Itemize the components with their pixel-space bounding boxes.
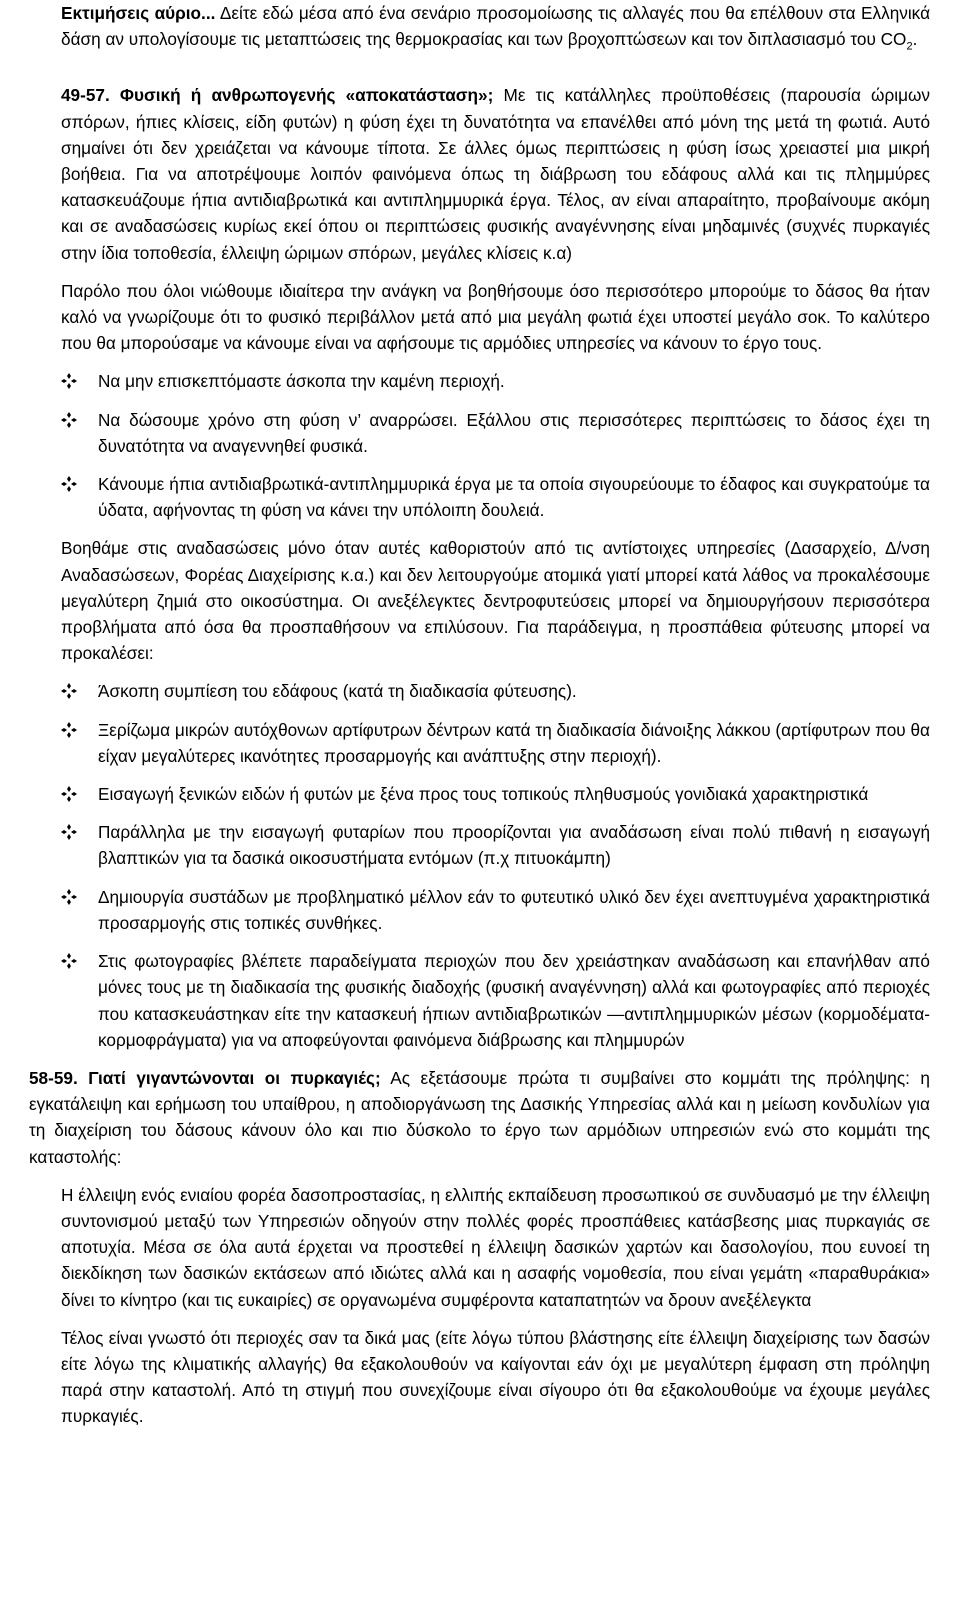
diamond-cluster-icon	[61, 824, 77, 840]
paragraph: Τέλος είναι γνωστό ότι περιοχές σαν τα δικά μας (είτε λόγω τύπου βλάστησης είτε έλλειψη διαχείρισης των δασών είτε λόγω της κλιματικής αλλαγής) θα εξακολουθούν να καίγονται εάν όχι με μεγαλύτερη έμφαση στη πρόληψη παρά στην καταστολή. Από τη στιγμή που συνεχίζουμε είναι σίγουρο ότι θα εξακολουθούμε να έχουμε μεγάλες πυρκαγιές.	[61, 1327, 930, 1427]
list-item: Να δώσουμε χρόνο στη φύση ν’ αναρρώσει. Εξάλλου στις περισσότερες περιπτώσεις το δάσος έχει τη δυνατότητα να αναγεννηθεί φυσικά.	[61, 407, 930, 459]
paragraph: Η έλλειψη ενός ενιαίου φορέα δασοπροστασίας, η ελλιπής εκπαίδευση προσωπικού σε συνδυασμό με την έλλειψη συντονισμού μεταξύ των Υπηρεσιών οδηγούν στην πολλές φορές προσπάθειες κατάσβεσης μιας πυρκαγιάς σε αποτυχία. Μέσα σε όλα αυτά έρχεται να προστεθεί η έλλειψη δασικών χαρτών και δασολογίου, που ευνοεί τη διεκδίκηση των δασικών εκτάσεων από ιδιώτες αλλά και η ασαφής νομοθεσία, που είναι γεμάτη «παραθυράκια» δίνει το κίνητρο (και τις ευκαιρίες) σε οργανωμένα συμφέροντα καταπατητών να δρουν ανεξέλεγκτα	[61, 1184, 930, 1310]
diamond-cluster-icon	[61, 722, 77, 738]
diamond-cluster-icon	[61, 373, 77, 389]
diamond-cluster-icon	[61, 683, 77, 699]
list-item: Άσκοπη συμπίεση του εδάφους (κατά τη διαδικασία φύτευσης).	[61, 678, 930, 704]
section-title: Φυσική ή ανθρωπογενής «αποκατάσταση»;	[109, 85, 494, 106]
list-item: Να μην επισκεπτόμαστε άσκοπα την καμένη περιοχή.	[61, 368, 930, 394]
list-item: Κάνουμε ήπια αντιδιαβρωτικά-αντιπλημμυρικά έργα με τα οποία σιγουρεύουμε το έδαφος και συγκρατούμε τα ύδατα, αφήνοντας τη φύση να κάνει την υπόλοιπη δουλειά.	[61, 471, 930, 523]
list-item: Στις φωτογραφίες βλέπετε παραδείγματα περιοχών που δεν χρειάστηκαν αναδάσωση και επανήλθαν από μόνες τους με τη διαδικασία της φυσικής διαδοχής (φυσική αναγέννηση) αλλά και φωτογραφίες από περιοχές που κατασκευάστηκαν είτε την κατασκευή ήπιων αντιδιαβρωτικών —αντιπλημμυρικών μέσων (κορμοδέματα-κορμοφράγματα) για να αποφεύγονται φαινόμενα διάβρωσης και πλημμυρών	[61, 948, 930, 1053]
list-item: Ξερίζωμα μικρών αυτόχθονων αρτίφυτρων δέντρων κατά τη διαδικασία διάνοιξης λάκκου (αρτίφυτρων που θα είχαν μεγαλύτερες ικανότητες προσαρμογής και ανάπτυξης στην περιοχή).	[61, 717, 930, 769]
list-item: Δημιουργία συστάδων με προβληματικό μέλλον εάν το φυτευτικό υλικό δεν έχει ανεπτυγμένα χαρακτηριστικά προσαρμογής στις τοπικές συνθήκες.	[61, 884, 930, 936]
paragraph: Βοηθάμε στις αναδασώσεις μόνο όταν αυτές καθοριστούν από τις αντίστοιχες υπηρεσίες (Δασαρχείο, Δ/νση Αναδασώσεων, Φορέας Διαχείρισης κ.α.) και δεν λειτουργούμε ατομικά γιατί μπορεί κατά λάθος να προκαλέσουμε μεγαλύτερη ζημιά στο οικοσύστημα. Οι ανεξέλεγκτες δεντροφυτεύσεις μπορεί να δημιουργήσουν περισσότερα προβλήματα από όσα θα προσπαθήσουν να επιλύσουν. Για παράδειγμα, η προσπάθεια φύτευσης μπορεί να προκαλέσει:	[61, 538, 930, 664]
section-number: 49-57.	[61, 85, 110, 106]
intro-subscript: 2	[906, 40, 913, 53]
bullet-list	[61, 368, 930, 523]
bullet-list	[61, 678, 930, 1052]
diamond-cluster-icon	[61, 476, 77, 492]
diamond-cluster-icon	[61, 412, 77, 428]
intro-paragraph: Εκτιμήσεις αύριο... Δείτε εδώ μέσα από ένα σενάριο προσομοίωσης τις αλλαγές που θα επέλθουν στα Ελληνικά δάση αν υπολογίσουμε τις μεταπτώσεις της θερμοκρασίας και των βροχοπτώσεων και τον διπλασιασμό του $CO_2$.	[61, 3, 931, 53]
section-49-57-paragraph: 49-57. Φυσική ή ανθρωπογενής «αποκατάσταση»; Με τις κατάλληλες προϋποθέσεις (παρουσία ώριμων σπόρων, ήπιες κλίσεις, είδη φυτών) η φύση έχει τη δυνατότητα να επανέλθει από μόνη της μετά τη φωτιά. Αυτό σημαίνει ότι δεν χρειάζεται να κάνουμε τίποτα. Σε άλλες όμως περιπτώσεις η φύση ίσως χρειαστεί μια μικρή βοήθεια. Για να αποτρέψουμε λοιπόν φαινόμενα όπως τη διάβρωση του εδάφους αλλά και τις πλημμύρες κατασκευάζουμε ήπια αντιδιαβρωτικά και αντιπλημμυρικά έργα. Τέλος, αν είναι απαραίτητο, προβαίνουμε ακόμη και σε αναδασώσεις κυρίως εκεί όπου οι περιπτώσεις φυσικής αναγέννησης είναι μηδαμινές (συχνές πυρκαγιές στην ίδια τοποθεσία, έλλειψη ώριμων σπόρων, μεγάλες κλίσεις κ.α)	[61, 85, 930, 263]
diamond-cluster-icon	[61, 889, 77, 905]
list-item: Παράλληλα με την εισαγωγή φυταρίων που προορίζονται για αναδάσωση είναι πολύ πιθανή η εισαγωγή βλαπτικών για τα δασικά οικοσυστήματα εντόμων (π.χ πιτυοκάμπη)	[61, 819, 930, 871]
list-item: Εισαγωγή ξενικών ειδών ή φυτών με ξένα προς τους τοπικούς πληθυσμούς γονιδιακά χαρακτηριστικά	[61, 781, 930, 807]
paragraph: Παρόλο που όλοι νιώθουμε ιδιαίτερα την ανάγκη να βοηθήσουμε όσο περισσότερο μπορούμε το δάσος θα ήταν καλό να γνωρίζουμε ότι το φυσικό περιβάλλον μετά από μια μεγάλη φωτιά έχει υποστεί μεγάλο σοκ. Το καλύτερο που θα μπορούσαμε να κάνουμε είναι να αφήσουμε τις αρμόδιες υπηρεσίες να κάνουν το έργο τους.	[61, 280, 930, 354]
section-number: 58-59.	[29, 1067, 78, 1088]
section-title: Γιατί γιγαντώνονται οι πυρκαγιές;	[77, 1067, 381, 1088]
intro-lead: Εκτιμήσεις αύριο...	[61, 3, 216, 23]
section-58-59-paragraph: 58-59. Γιατί γιγαντώνονται οι πυρκαγιές; Ας εξετάσουμε πρώτα τι συμβαίνει στο κομμάτι της πρόληψης: η εγκατάλειψη και ερήμωση του υπαίθρου, η αποδιοργάνωση της Δασικής Υπηρεσίας αλλά και η μείωση κονδυλίων για τη διαχείριση του δάσους κάνουν όλο και πιο δύσκολο το έργο των αρμόδιων υπηρεσιών ενώ στο κομμάτι της καταστολής:	[29, 1067, 930, 1167]
diamond-cluster-icon	[61, 786, 77, 802]
intro-body: Δείτε εδώ μέσα από ένα σενάριο προσομοίωσης τις αλλαγές που θα επέλθουν στα Ελληνικά δάση αν υπολογίσουμε τις μεταπτώσεις της θερμοκρασίας και των βροχοπτώσεων και τον διπλασιασμό του CO	[61, 3, 931, 50]
diamond-cluster-icon	[61, 953, 77, 969]
